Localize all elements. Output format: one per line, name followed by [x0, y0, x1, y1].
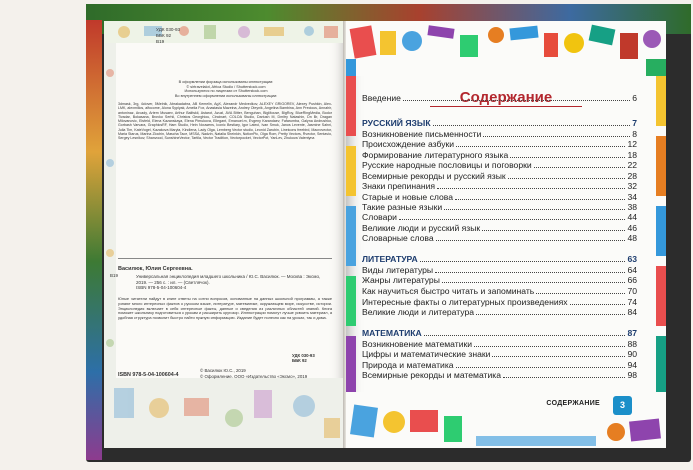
toc-entry-page: 46	[627, 222, 637, 233]
toc-entry-label: Возникновение письменности	[362, 128, 482, 139]
toc-entry-page: 64	[627, 264, 637, 275]
toc-entry-label: Знаки препинания	[362, 181, 436, 192]
toc-leader-dots	[399, 219, 626, 220]
toc-entry	[362, 350, 637, 359]
toc-entry	[362, 340, 637, 349]
cover-spine-edge	[86, 20, 102, 460]
toc-entry-page: 48	[627, 233, 637, 244]
bbk-code: ББК 92	[156, 33, 172, 38]
toc-entry-label: Виды литературы	[362, 264, 434, 275]
toc-entry	[362, 276, 637, 285]
toc-entry-label: РУССКИЙ ЯЗЫК	[362, 117, 431, 128]
toc-entry-page: 32	[627, 181, 637, 192]
toc-leader-dots	[444, 209, 625, 210]
toc-entry	[362, 182, 637, 191]
credit-line: Используются по лицензии от Shutterstock.com	[184, 89, 268, 94]
toc-leader-dots	[510, 157, 625, 158]
toc-entry-page: 12	[627, 138, 637, 149]
toc-entry-label: Происхождение азбуки	[362, 138, 455, 149]
school-supplies-border-left	[346, 76, 360, 392]
toc-leader-dots	[492, 356, 625, 357]
illustration-credits-header	[126, 80, 326, 98]
toc-entry-label: Всемирные рекорды и русский язык	[362, 170, 506, 181]
toc-leader-dots	[433, 125, 631, 126]
toc-entry	[362, 234, 637, 243]
toc-entry	[362, 203, 637, 212]
annotation-text: Юные читатели найдут в книге ответы на сотни вопросов, основанные на данных школьной программы, а также узнают много интересных фактов о русском языке, литературе, математике, окружающем мире, искусстве, истории. Энциклопедия включает в себя интересные факты, данные и сведения из различных областей знаний. Книга поможет школьнику подготовиться к урокам и расширить кругозор. Иллюстрации помогут лучше усвоить материал, а удобная структура позволит быстро найти нужную информацию. Издание будет полезно как на уроках, так и дома.	[118, 296, 332, 321]
isbn: ISBN 978-5-04-100604-4	[118, 372, 179, 378]
toc-entry	[362, 371, 637, 380]
bibliographic-text: Универсальная энциклопедия младшего школьника / Ю.С. Василюк. — Москва : Эксмо, 2019. — 256 с. : ил. — (Светлячок).	[136, 274, 321, 285]
toc-section-heading	[362, 255, 637, 264]
udk-block	[156, 27, 180, 45]
toc-entry-page: 66	[627, 275, 637, 286]
toc-entry-label: Как научиться быстро читать и запоминать	[362, 286, 535, 296]
toc-entry-page: 6	[632, 92, 637, 103]
toc-entry-page: 90	[627, 349, 637, 360]
toc-leader-dots	[456, 367, 626, 368]
toc-entry-label: Великие люди и русский язык	[362, 222, 481, 233]
toc-entry-label: МАТЕМАТИКА	[362, 328, 422, 338]
toc-entry-label: Введение	[362, 92, 401, 103]
toc-leader-dots	[455, 199, 625, 200]
toc-entry-label: Формирование литературного языка	[362, 149, 509, 160]
toc-entry	[362, 361, 637, 370]
toc-entry-page: 28	[627, 170, 637, 181]
toc-entry-page: 74	[627, 296, 637, 307]
toc-entry-label: Великие люди и литература	[362, 307, 475, 318]
school-supplies-border-right	[653, 76, 666, 392]
toc-entry	[362, 308, 637, 317]
toc-leader-dots	[483, 136, 630, 137]
toc-entry	[362, 224, 637, 233]
toc-leader-dots	[536, 293, 625, 294]
copyright-line: © Василюк Ю.С., 2019	[200, 368, 246, 373]
divider	[118, 258, 332, 259]
toc-section-heading	[362, 329, 637, 338]
toc-entry-label: Всемирные рекорды и математика	[362, 370, 502, 381]
toc-entry-label: Интересные факты о литературных произведениях	[362, 296, 568, 307]
toc-entry-label: Русские народные пословицы и поговорки	[362, 160, 532, 171]
toc-entry-page: 84	[627, 307, 637, 318]
toc-entry-page: 8	[632, 128, 637, 139]
toc-entry-page: 63	[627, 254, 637, 265]
toc-leader-dots	[420, 261, 626, 262]
toc-entry	[362, 298, 637, 307]
left-page-pattern-bottom	[104, 378, 347, 448]
toc-leader-dots	[474, 346, 625, 347]
toc-entry	[362, 140, 637, 149]
credit-line: © sirtravelalot, Africa Studio / Shutterstock.com	[186, 84, 266, 89]
footer-section-label: СОДЕРЖАНИЕ	[546, 400, 600, 407]
b19-code: В19	[156, 39, 165, 44]
toc-leader-dots	[503, 377, 625, 378]
left-page-pattern-side	[104, 43, 119, 378]
toc-entry-label: Жанры литературы	[362, 275, 440, 286]
toc-entry-label: Природа и математика	[362, 359, 454, 370]
bibliographic-description	[136, 274, 332, 291]
toc-leader-dots	[570, 304, 626, 305]
bibliographic-isbn: ISBN 978-5-04-100604-4	[136, 285, 187, 291]
toc-leader-dots	[534, 167, 626, 168]
toc-entry-page: 34	[627, 191, 637, 202]
toc-entry-label: ЛИТЕРАТУРА	[362, 254, 418, 265]
bbk-code: ББК 92	[292, 358, 307, 364]
toc-entry-page: 18	[627, 149, 637, 160]
copyright-block	[200, 368, 307, 379]
toc-leader-dots	[435, 272, 625, 273]
toc-leader-dots	[508, 178, 626, 179]
toc-entry	[362, 161, 637, 170]
toc-leader-dots	[456, 146, 625, 147]
toc-leader-dots	[437, 188, 625, 189]
toc-leader-dots	[424, 335, 626, 336]
toc-entry-label: Цифры и математические знаки	[362, 349, 491, 360]
toc-entry	[362, 94, 637, 103]
toc-entry-label: Словари	[362, 212, 397, 223]
left-page-pattern-top	[104, 21, 347, 43]
illustration-credits-list: 3dmask, 3rg, 4clover, 5Melnik, Abrakadabra, AB Kemelin, AgX, Alexandr Medvedkov, ALEXEY GRIGOREV, Alexey Pushkin, Alex-LMK, alexmillos, alfocome, Alona Syplyak, Amelia Fox, Anastasia Mazeina, Andrey Oleynik, Angelina Bambina, Ann Precious, Annahir, antoninaz, Arcady, Artem Musaev, Arthur Balitskii, Astarot, Azuzl, AVA Bitter, Benguhan, BigMouse, BigRoy, BlueRingMedia, Bodor Tivadar, Bokasana, Brovko Serhii, Christos Georghiou, Cincinart, COLOA Studio, Dariush M, Dmitry Natashin, Dn Br, Dragan Milovanovic, Eisfeld, Elena Kazanskaya, Elena Pimukova, Ellegant, Emanuel.m, Evgeny Karandaev, Fafarumba, Galyna Andrushko, Gorbash Varvara, GraphicsRF, Ham Studio, Hein Nouwens, Iconic Bestiary, Igor Lateci, Ivan Smuk, Janos Levente, Jasmine Sahni, Julia Tim, KateVogel, Kazakova Maryia, Kindlena, Lady Olga, Lemberg Vector studio, Leonid Zarubin, Lineicons freebird, Macrovector, Maria Starus, Marina Zlochin, Mascha Tace, MSSA, Nadzin, Natalia Sheinkin, NotionPic, Olga Rom, Pretty Vectors, Rvector, Sentavio, Sergey Lesnikov, Shanvood, SunshineVector, Tartila, Vector Tradition, Vectorpocket, VectorPot, YanLev, Zhukova Valentyna	[118, 102, 332, 141]
toc-entry-label: Старые и новые слова	[362, 191, 454, 202]
toc-entry-page: 94	[627, 359, 637, 370]
toc-leader-dots	[442, 282, 626, 283]
bibliographic-code: В19	[110, 273, 119, 278]
page-number-badge: 3	[613, 396, 632, 415]
copyright-line: © Оформление. ООО «Издательство «Эксмо», 2019	[200, 373, 308, 379]
credit-line: В оформлении форзаца использованы иллюстрации:	[178, 80, 274, 84]
toc-leader-dots	[476, 314, 625, 315]
bibliographic-author: Василюк, Юлия Сергеевна.	[118, 266, 193, 272]
toc-entry	[362, 266, 637, 275]
toc-entry-label: Словарные слова	[362, 233, 434, 244]
toc-entry-label: Такие разные языки	[362, 202, 443, 212]
toc-leader-dots	[403, 100, 630, 101]
toc-entry-page: 70	[627, 286, 637, 296]
toc-entry-page: 98	[627, 370, 637, 381]
toc-entry	[362, 287, 637, 296]
toc-entry-page: 38	[627, 202, 637, 212]
toc-leader-dots	[482, 230, 625, 231]
toc-entry-label: Возникновение математики	[362, 338, 473, 349]
toc-entry-page: 7	[632, 117, 637, 128]
toc-entry	[362, 151, 637, 160]
toc-entry	[362, 130, 637, 139]
toc-entry	[362, 213, 637, 222]
credit-line: Во внутреннем оформлении использованы иллюстрации:	[174, 93, 278, 98]
toc-entry-page: 22	[627, 160, 637, 171]
udk-code: УДК 030-93	[292, 353, 315, 358]
toc-section-heading	[362, 119, 637, 128]
toc-entry-page: 88	[627, 338, 637, 349]
toc-entry-page: 44	[627, 212, 637, 223]
udk-code: УДК 030-93	[156, 27, 181, 32]
udk-block-bottom	[292, 353, 315, 364]
toc-entry	[362, 172, 637, 181]
toc-entry	[362, 193, 637, 202]
school-supplies-border-top	[346, 21, 666, 76]
title-underline	[430, 106, 582, 107]
contents-title: Содержание	[459, 89, 553, 106]
toc-entry-page: 87	[627, 328, 637, 338]
toc-leader-dots	[436, 240, 626, 241]
